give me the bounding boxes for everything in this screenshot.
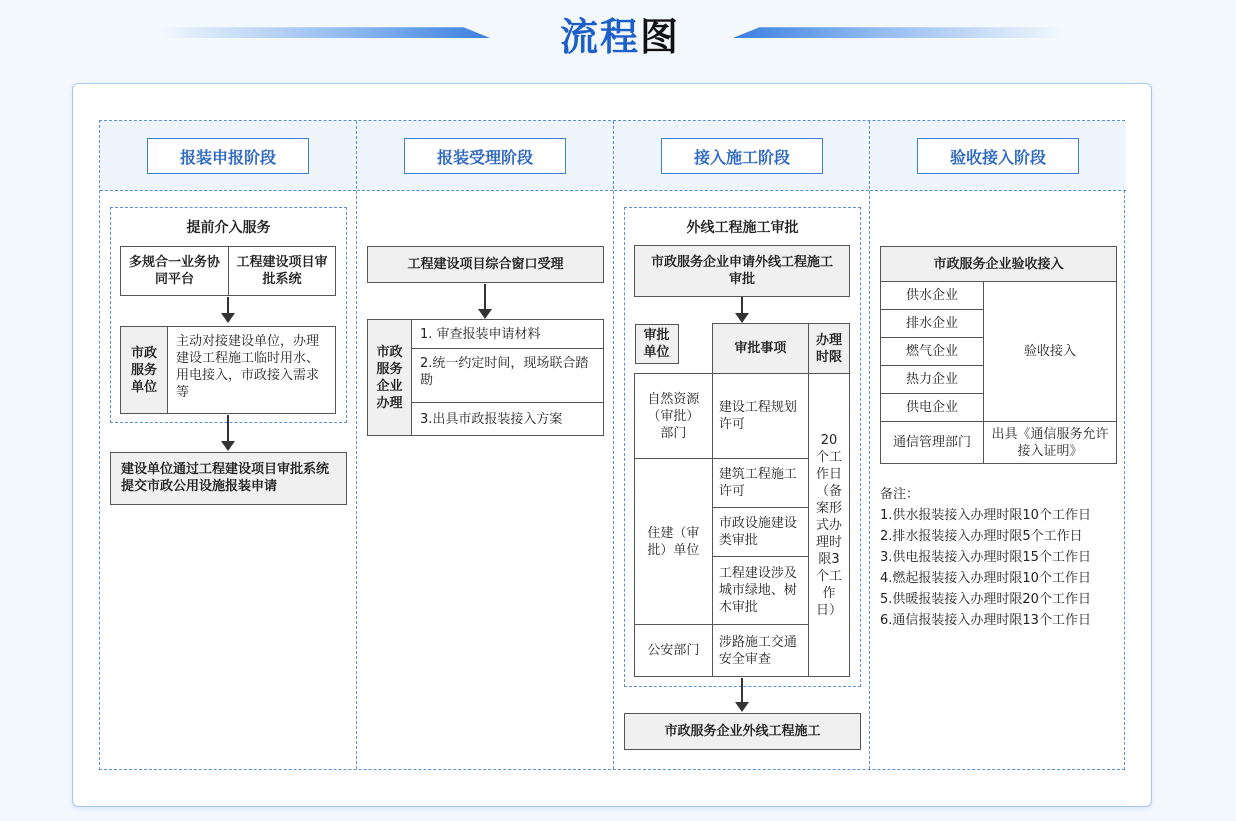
arrow-down-icon xyxy=(221,297,235,323)
note-item: 1.供水报装接入办理时限10个工作日 xyxy=(880,508,1091,523)
note-item: 3.供电报装接入办理时限15个工作日 xyxy=(880,550,1091,565)
approval-table xyxy=(634,323,850,677)
flowchart-grid xyxy=(99,120,1125,770)
process-step-1: 1. 审查报装申请材料 xyxy=(411,319,604,349)
company-power: 供电企业 xyxy=(881,394,984,422)
note-item: 4.燃起报装接入办理时限10个工作日 xyxy=(880,571,1091,586)
time-limit: 20个工作日（备案形式办理时限3个工作日） xyxy=(809,374,850,677)
stage-header-2 xyxy=(357,121,613,191)
note-item: 5.供暖报装接入办理时限20个工作日 xyxy=(880,592,1091,607)
stage-header-4 xyxy=(870,121,1126,191)
comm-unit: 通信管理部门 xyxy=(881,422,984,464)
process-step-3: 3.出具市政报装接入方案 xyxy=(411,402,604,436)
comm-action: 出具《通信服务允许接入证明》 xyxy=(984,422,1117,464)
company-water: 供水企业 xyxy=(881,282,984,310)
company-gas: 燃气企业 xyxy=(881,338,984,366)
arrow-down-icon xyxy=(478,284,492,319)
header-item: 审批事项 xyxy=(712,324,808,374)
apply-approval-box: 市政服务企业申请外线工程施工审批 xyxy=(634,245,850,297)
title-decoration-left xyxy=(160,20,490,38)
header-limit: 办理时限 xyxy=(809,324,850,374)
item-green-tree: 工程建设涉及城市绿地、树木审批 xyxy=(712,557,808,625)
stage-label-3: 接入施工阶段 xyxy=(661,138,823,174)
page-title: 流程图 xyxy=(559,14,681,59)
acceptance-table xyxy=(880,246,1117,464)
item-traffic-safety: 涉路施工交通安全审查 xyxy=(712,625,808,677)
stage-column-2 xyxy=(356,121,613,769)
company-heat: 热力企业 xyxy=(881,366,984,394)
item-construction-permit: 建筑工程施工许可 xyxy=(712,459,808,508)
arrow-down-icon xyxy=(735,297,749,323)
notes xyxy=(880,484,1120,631)
title-banner xyxy=(0,0,1236,60)
acceptance-action: 验收接入 xyxy=(984,282,1117,422)
stage-column-1 xyxy=(100,121,356,769)
stage-header-3 xyxy=(614,121,869,191)
unit-public-security: 公安部门 xyxy=(635,625,713,677)
early-intervention-title: 提前介入服务 xyxy=(186,220,271,236)
header-unit: 审批单位 xyxy=(635,324,679,364)
item-municipal-facility: 市政设施建设类审批 xyxy=(712,508,808,557)
stage-label-1: 报装申报阶段 xyxy=(147,138,309,174)
process-step-2: 2.统一约定时间，现场联合踏勘 xyxy=(411,348,604,403)
platform-box-b: 工程建设项目审批系统 xyxy=(228,246,336,296)
stage-column-3 xyxy=(613,121,869,769)
acceptance-title: 市政服务企业验收接入 xyxy=(881,247,1117,282)
unit-housing-construction: 住建（审批）单位 xyxy=(635,459,713,625)
external-construction-box: 市政服务企业外线工程施工 xyxy=(624,713,861,750)
item-planning-permit: 建设工程规划许可 xyxy=(712,374,808,459)
enterprise-unit-label: 市政服务企业办理 xyxy=(367,319,412,436)
company-drainage: 排水企业 xyxy=(881,310,984,338)
arrow-down-icon xyxy=(221,415,235,451)
municipal-unit-desc: 主动对接建设单位，办理建设工程施工临时用水、用电接入，市政接入需求等 xyxy=(167,326,336,414)
note-item: 2.排水报装接入办理时限5个工作日 xyxy=(880,529,1083,544)
application-submitted-box: 建设单位通过工程建设项目审批系统提交市政公用设施报装申请 xyxy=(110,452,347,505)
municipal-unit-label: 市政服务单位 xyxy=(120,326,168,414)
stage-header-1 xyxy=(100,121,356,191)
notes-title: 备注： xyxy=(880,487,920,502)
platform-box-a: 多规合一业务协同平台 xyxy=(120,246,229,296)
note-item: 6.通信报装接入办理时限13个工作日 xyxy=(880,613,1091,628)
construction-approval-title: 外线工程施工审批 xyxy=(686,220,799,236)
comprehensive-window-box: 工程建设项目综合窗口受理 xyxy=(367,246,604,283)
arrow-down-icon xyxy=(735,678,749,712)
stage-label-4: 验收接入阶段 xyxy=(917,138,1079,174)
unit-natural-resources: 自然资源（审批）部门 xyxy=(635,374,713,459)
title-decoration-right xyxy=(733,20,1063,38)
stage-column-4 xyxy=(869,121,1126,769)
stage-label-2: 报装受理阶段 xyxy=(404,138,566,174)
